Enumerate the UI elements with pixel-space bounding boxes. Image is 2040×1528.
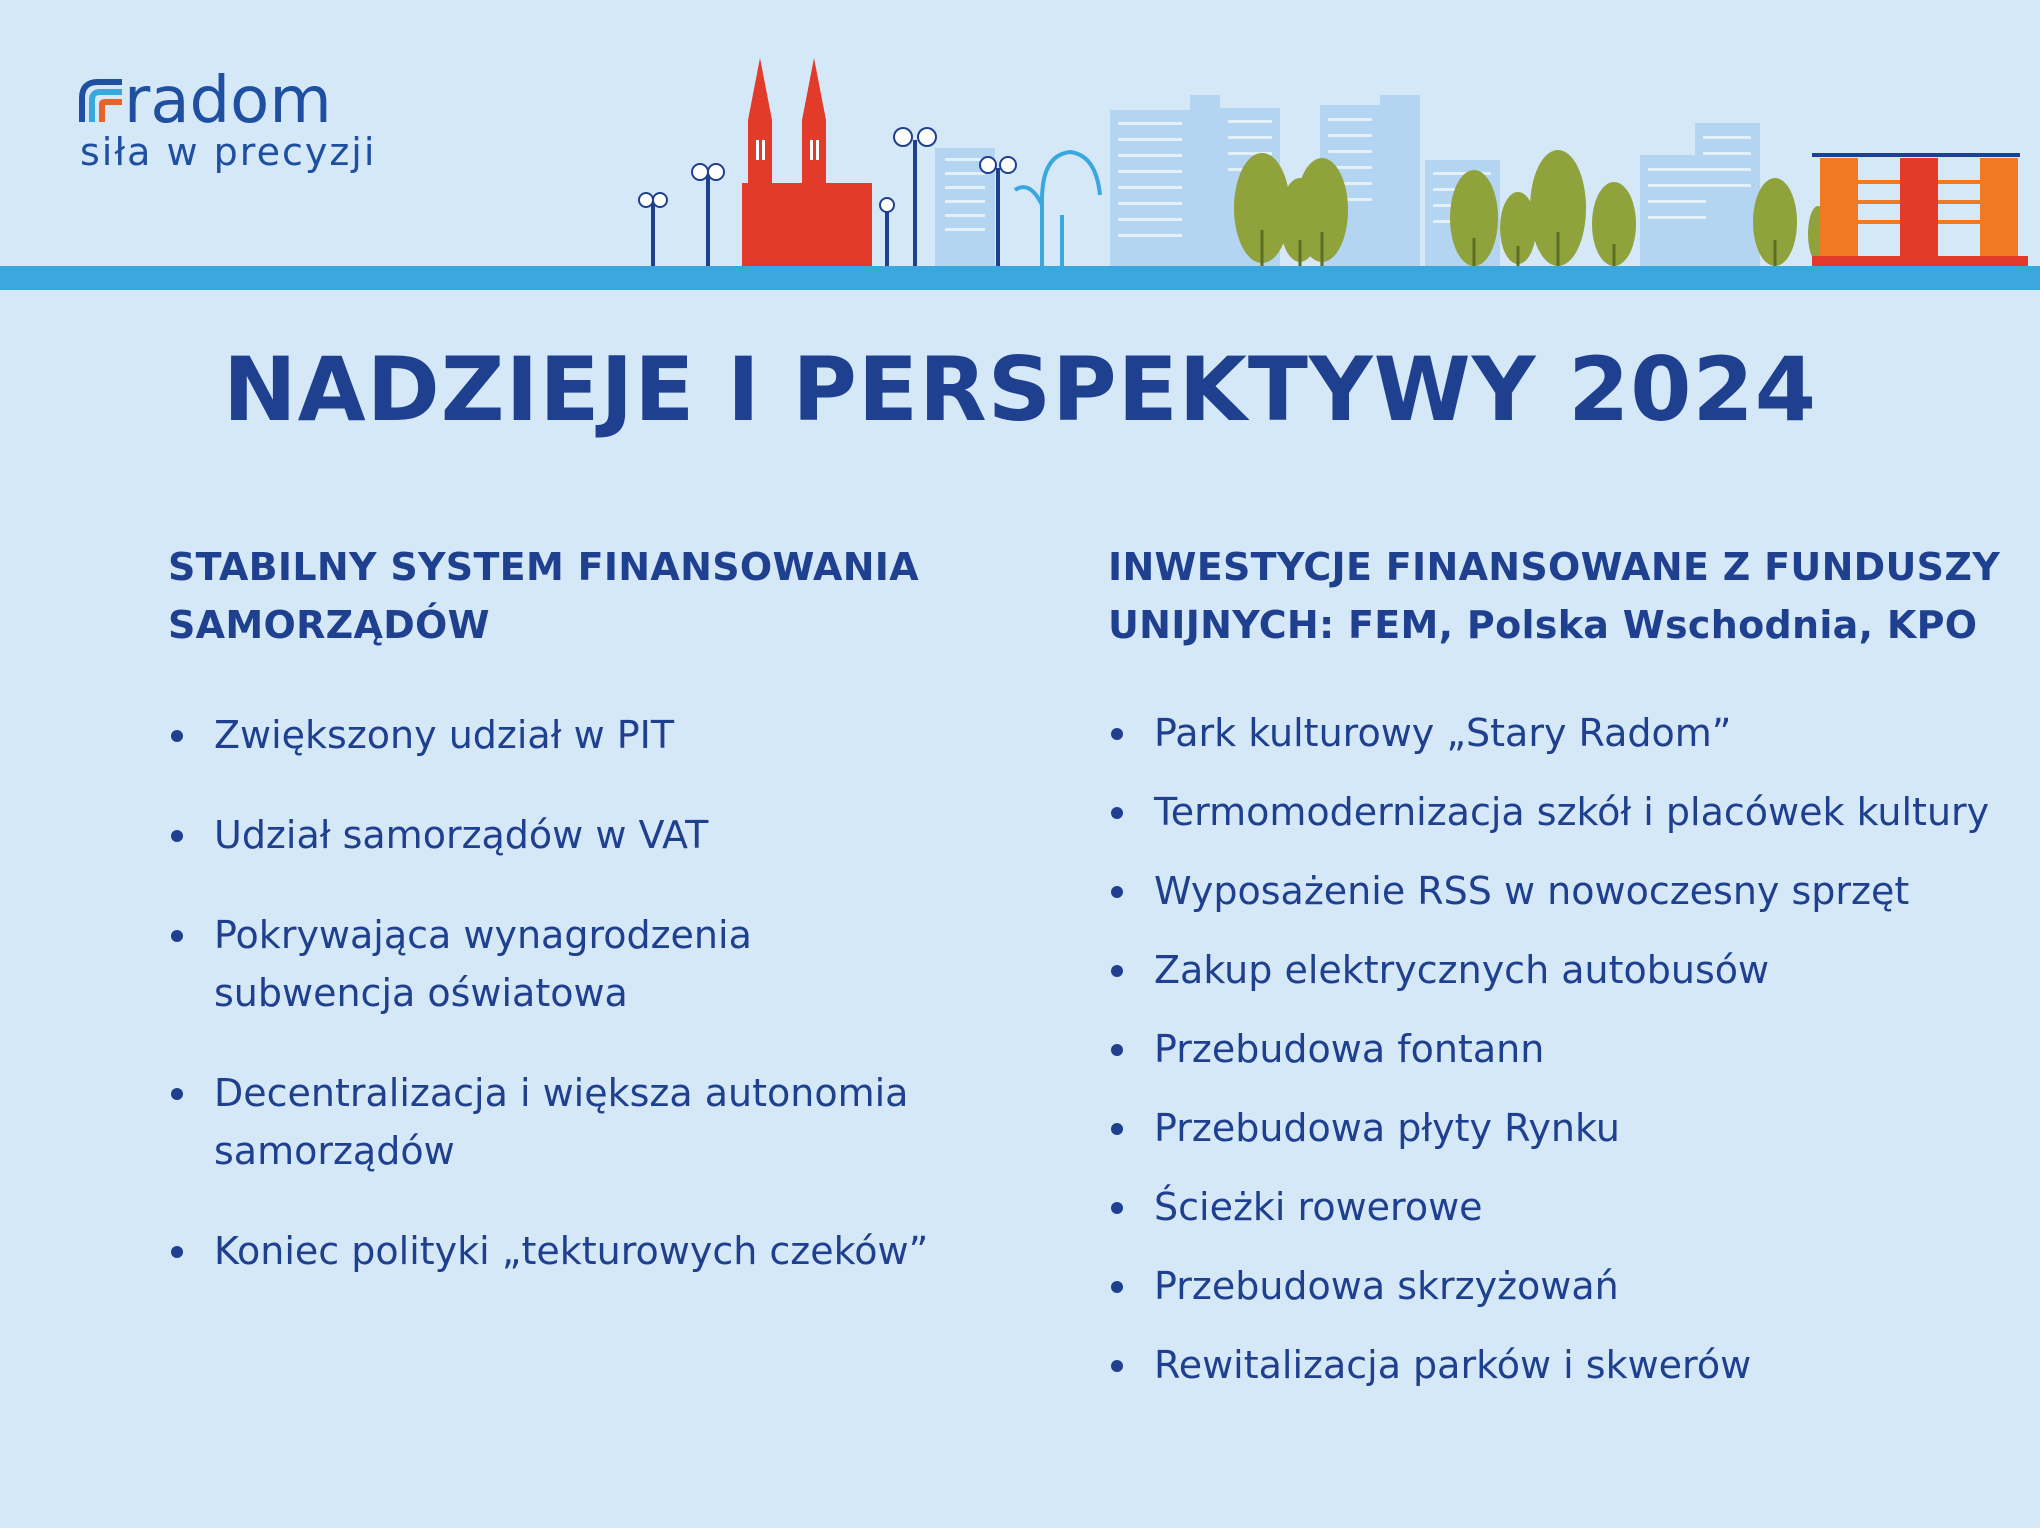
left-column bbox=[168, 538, 988, 1322]
header-stripe bbox=[0, 266, 2040, 290]
right-heading bbox=[1108, 538, 2028, 654]
list-item: Termomodernizacja szkół i placówek kultury bbox=[1108, 783, 2028, 841]
left-heading bbox=[168, 538, 988, 654]
list-item: Przebudowa płyty Rynku bbox=[1108, 1099, 2028, 1157]
list-item: Zakup elektrycznych autobusów bbox=[1108, 941, 2028, 999]
right-column bbox=[1108, 538, 2028, 1415]
logo-wordmark-text: radom bbox=[124, 70, 332, 138]
list-item: Decentralizacja i większa autonomia samorządów bbox=[168, 1064, 988, 1180]
list-item: Przebudowa skrzyżowań bbox=[1108, 1257, 2028, 1315]
left-heading-line2: SAMORZĄDÓW bbox=[168, 603, 490, 647]
right-bullet-list bbox=[1108, 704, 2028, 1394]
fountain-icon bbox=[1015, 152, 1100, 266]
church-icon bbox=[742, 58, 872, 266]
pavilion-icon bbox=[1812, 153, 2028, 266]
list-item: Koniec polityki „tekturowych czeków” bbox=[168, 1222, 988, 1280]
list-item: Pokrywająca wynagrodzenia subwencja oświatowa bbox=[168, 906, 988, 1022]
right-heading-line1: INWESTYCJE FINANSOWANE Z FUNDUSZY bbox=[1108, 545, 2001, 589]
list-item: Przebudowa fontann bbox=[1108, 1020, 2028, 1078]
list-item: Zwiększony udział w PIT bbox=[168, 706, 988, 764]
header-illustration bbox=[0, 0, 2040, 290]
logo-tagline: siła w precyzji bbox=[80, 130, 377, 174]
left-bullet-list bbox=[168, 706, 988, 1280]
list-item: Ścieżki rowerowe bbox=[1108, 1178, 2028, 1236]
list-item: Udział samorządów w VAT bbox=[168, 806, 988, 864]
list-item: Rewitalizacja parków i skwerów bbox=[1108, 1336, 2028, 1394]
page-title: NADZIEJE I PERSPEKTYWY 2024 bbox=[223, 338, 1817, 441]
right-heading-line2: UNIJNYCH: FEM, Polska Wschodnia, KPO bbox=[1108, 603, 1978, 647]
list-item: Park kulturowy „Stary Radom” bbox=[1108, 704, 2028, 762]
left-heading-line1: STABILNY SYSTEM FINANSOWANIA bbox=[168, 545, 919, 589]
list-item: Wyposażenie RSS w nowoczesny sprzęt bbox=[1108, 862, 2028, 920]
